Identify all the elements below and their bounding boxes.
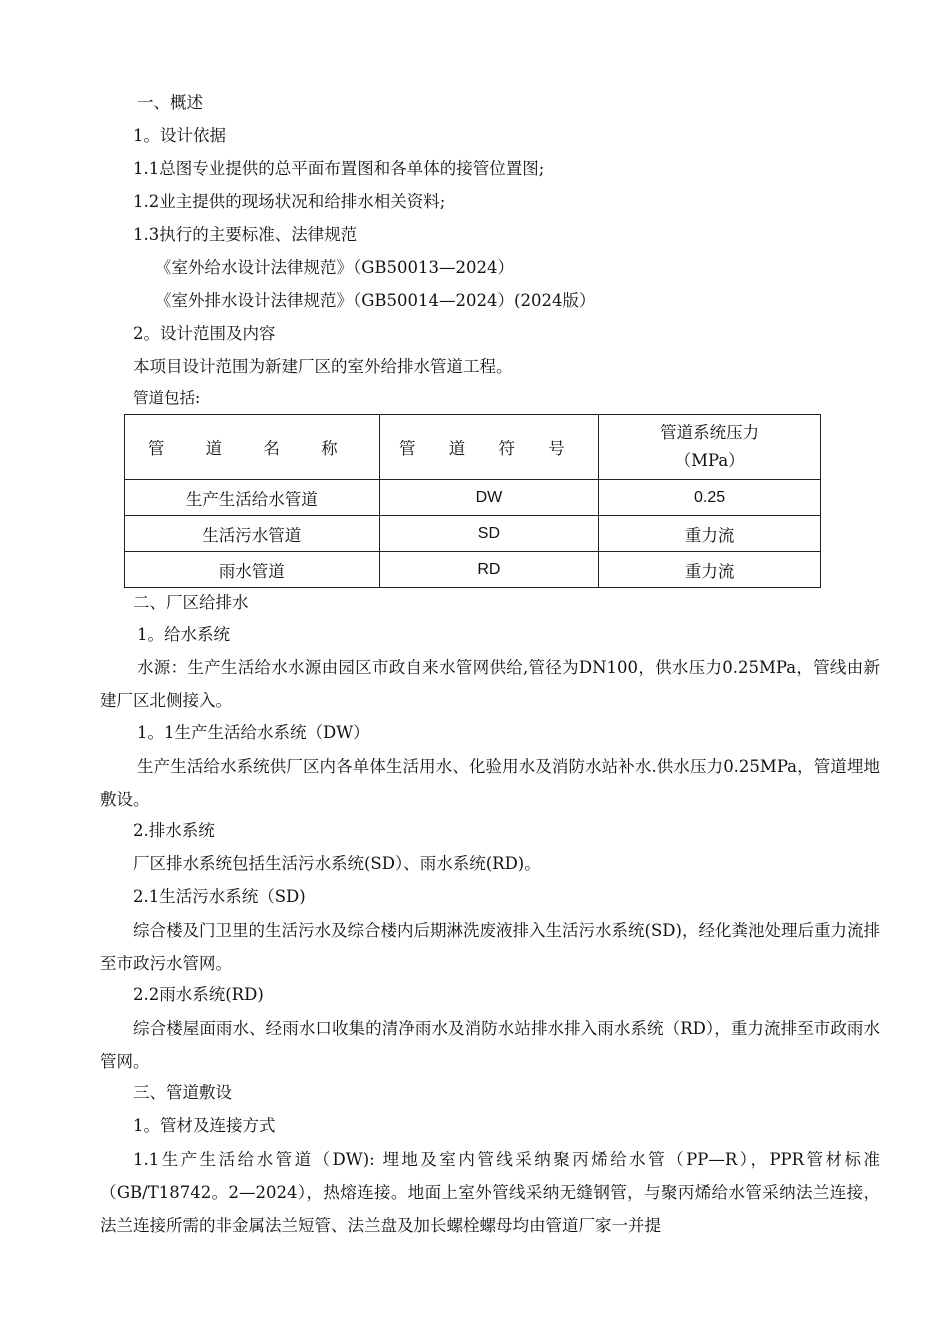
water-supply-heading: 1。给水系统	[137, 625, 230, 644]
pipe-material-heading: 1。管材及连接方式	[133, 1116, 276, 1135]
water-source-text: 水源：生产生活给水水源由园区市政自来水管网供给,管径为DN100，供水压力0.25MPa，管线由新建厂区北侧接入。	[100, 658, 880, 710]
pipe-table	[124, 414, 821, 588]
cell-pipe-symbol: SD	[379, 516, 599, 552]
cell-pipe-symbol: RD	[379, 552, 599, 588]
sd-system-text: 综合楼及门卫里的生活污水及综合楼内后期淋洗废液排入生活污水系统(SD)，经化粪池处理后重力流排至市政污水管网。	[100, 921, 880, 973]
cell-pressure: 0.25	[599, 480, 821, 516]
standard-2: 《室外排水设计法律规范》（GB50014—2024）(2024版）	[155, 291, 596, 310]
cell-pipe-name: 雨水管道	[125, 552, 380, 588]
cell-pipe-symbol: DW	[379, 480, 599, 516]
header-system-pressure: 管道系统压力 （MPa）	[599, 415, 821, 480]
sd-system-heading: 2.1生活污水系统（SD)	[133, 887, 306, 906]
basis-item-1-2: 1.2业主提供的现场状况和给排水相关资料;	[133, 192, 446, 211]
drainage-heading: 2.排水系统	[133, 821, 215, 840]
cell-pipe-name: 生产生活给水管道	[125, 480, 380, 516]
table-header-row	[125, 415, 821, 480]
table-row	[125, 552, 821, 588]
cell-pressure: 重力流	[599, 552, 821, 588]
rd-system-text: 综合楼屋面雨水、经雨水口收集的清净雨水及消防水站排水排入雨水系统（RD），重力流排至市政雨水管网。	[100, 1019, 880, 1071]
section-3-heading: 三、管道敷设	[133, 1083, 232, 1102]
section-1-heading: 一、概述	[137, 93, 203, 112]
header-pipe-name: 管 道 名 称	[125, 415, 380, 480]
section-2-heading: 二、厂区给排水	[133, 593, 249, 612]
header-pipe-symbol: 管 道 符 号	[379, 415, 599, 480]
cell-pipe-name: 生活污水管道	[125, 516, 380, 552]
design-scope-text: 本项目设计范围为新建厂区的室外给排水管道工程。	[133, 357, 513, 376]
table-row	[125, 480, 821, 516]
basis-item-1-1: 1.1总图专业提供的总平面布置图和各单体的接管位置图;	[133, 159, 545, 178]
cell-pressure: 重力流	[599, 516, 821, 552]
table-row	[125, 516, 821, 552]
design-scope-heading: 2。设计范围及内容	[133, 324, 276, 343]
design-basis-heading: 1。设计依据	[133, 126, 226, 145]
pipes-intro: 管道包括:	[133, 389, 201, 407]
dw-system-text: 生产生活给水系统供厂区内各单体生活用水、化验用水及消防水站补水.供水压力0.25MPa，管道埋地敷设。	[100, 757, 880, 809]
basis-item-1-3: 1.3执行的主要标准、法律规范	[133, 225, 358, 244]
drainage-text: 厂区排水系统包括生活污水系统(SD）、雨水系统(RD)。	[133, 854, 541, 873]
standard-1: 《室外给水设计法律规范》（GB50013—2024）	[155, 258, 515, 277]
dw-system-heading: 1。1生产生活给水系统（DW）	[137, 723, 370, 742]
dw-pipe-material-text: 1.1生产生活给水管道（DW): 埋地及室内管线采纳聚丙烯给水管（PP—R），PPR管材标准（GB/T18742。2—2024），热熔连接。地面上室外管线采纳无缝钢管，与聚丙烯给水管采纳法兰连接，法兰连接所需的非金属法兰短管、法兰盘及加长螺栓螺母均由管道厂家一并提	[100, 1150, 880, 1235]
rd-system-heading: 2.2雨水系统(RD)	[133, 985, 264, 1004]
